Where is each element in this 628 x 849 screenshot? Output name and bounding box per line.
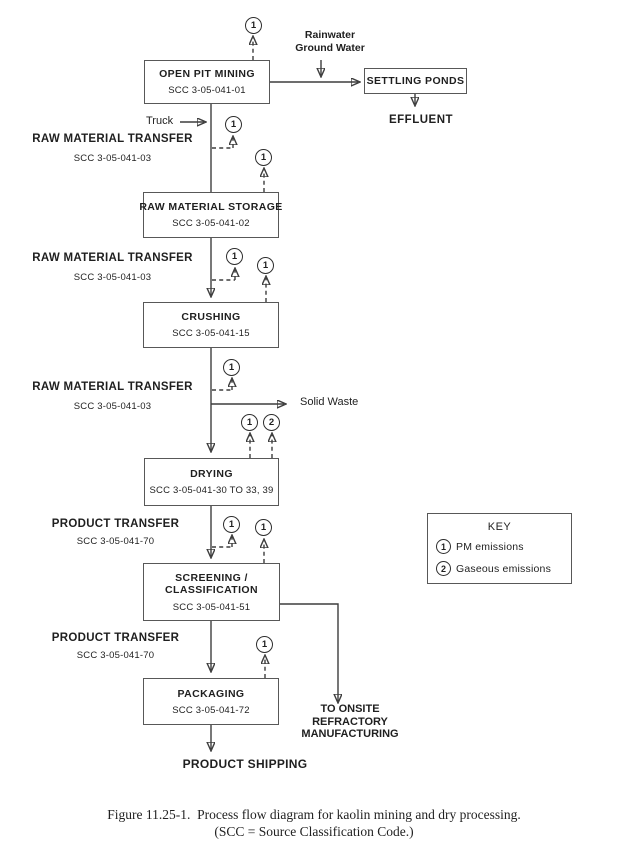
solid-waste-label: Solid Waste	[300, 396, 359, 408]
box-title-line1: SCREENING /	[175, 571, 248, 584]
pm-marker-transfer-4: 1	[223, 516, 240, 533]
key-item-label: Gaseous emissions	[456, 562, 552, 575]
box-title: OPEN PIT MINING	[159, 68, 255, 80]
effluent-label: EFFLUENT	[388, 114, 454, 126]
box-scc: SCC 3-05-041-51	[172, 601, 251, 613]
box-title: RAW MATERIAL STORAGE	[139, 201, 283, 213]
label-title: RAW MATERIAL TRANSFER	[32, 133, 193, 145]
key-item-gaseous	[428, 561, 571, 576]
pm-marker-transfer-1: 1	[225, 116, 242, 133]
key-legend	[427, 513, 572, 584]
pm-marker-packaging: 1	[256, 636, 273, 653]
box-packaging	[143, 678, 279, 725]
caption-line1: Figure 11.25-1. Process flow diagram for kaolin mining and dry processing.	[107, 807, 521, 822]
refractory-line3: MANUFACTURING	[301, 728, 399, 740]
figure-caption	[0, 806, 628, 840]
rainwater-line2: Ground Water	[295, 42, 365, 54]
box-title: PACKAGING	[177, 687, 245, 700]
rainwater-line1: Rainwater	[304, 29, 356, 41]
label-product-transfer-1	[38, 518, 193, 547]
label-raw-material-transfer-1	[20, 133, 205, 164]
box-scc: SCC 3-05-041-30 TO 33, 39	[149, 485, 274, 496]
refractory-label	[295, 703, 405, 741]
label-product-transfer-2	[38, 632, 193, 661]
box-drying	[144, 458, 279, 506]
box-title: CRUSHING	[181, 311, 241, 323]
gaseous-marker-drying: 2	[263, 414, 280, 431]
box-scc: SCC 3-05-041-02	[172, 218, 250, 229]
key-title: KEY	[487, 521, 512, 533]
product-shipping-label: PRODUCT SHIPPING	[182, 757, 308, 771]
refractory-line2: REFRACTORY	[312, 715, 388, 728]
pm-marker-drying: 1	[241, 414, 258, 431]
label-title: RAW MATERIAL TRANSFER	[32, 252, 193, 264]
box-raw-material-storage	[139, 192, 283, 238]
pm-marker-storage: 1	[255, 149, 272, 166]
pm-marker-crushing: 1	[257, 257, 274, 274]
box-scc: SCC 3-05-041-15	[172, 328, 250, 339]
key-item-pm	[428, 539, 571, 554]
box-settling-ponds	[364, 68, 467, 94]
pm-marker-open-pit: 1	[245, 17, 262, 34]
refractory-line1: TO ONSITE	[320, 703, 380, 715]
caption-line2: (SCC = Source Classification Code.)	[214, 824, 414, 839]
box-crushing	[143, 302, 279, 348]
label-title: RAW MATERIAL TRANSFER	[32, 381, 193, 393]
label-scc: SCC 3-05-041-03	[73, 272, 152, 283]
label-scc: SCC 3-05-041-03	[73, 401, 152, 412]
key-item-label: PM emissions	[456, 540, 524, 553]
label-scc: SCC 3-05-041-70	[76, 650, 155, 661]
box-scc: SCC 3-05-041-72	[172, 704, 250, 716]
label-raw-material-transfer-2	[20, 252, 205, 283]
label-scc: SCC 3-05-041-70	[76, 536, 155, 547]
label-scc: SCC 3-05-041-03	[73, 153, 152, 164]
label-title: PRODUCT TRANSFER	[51, 518, 180, 530]
label-raw-material-transfer-3	[20, 381, 205, 412]
gaseous-marker-icon: 2	[436, 561, 451, 576]
box-title	[165, 572, 258, 596]
pm-marker-screening: 1	[255, 519, 272, 536]
truck-label: Truck	[146, 115, 174, 127]
box-title: SETTLING PONDS	[366, 75, 465, 87]
pm-marker-transfer-2: 1	[226, 248, 243, 265]
pm-marker-icon: 1	[436, 539, 451, 554]
pm-marker-transfer-3: 1	[223, 359, 240, 376]
refractory-arrow	[279, 604, 338, 701]
box-title-line2: CLASSIFICATION	[165, 583, 258, 596]
box-open-pit-mining	[144, 60, 270, 104]
label-title: PRODUCT TRANSFER	[51, 632, 180, 644]
box-title: DRYING	[190, 468, 233, 480]
rainwater-label	[285, 29, 375, 55]
box-scc: SCC 3-05-041-01	[168, 85, 246, 96]
box-screening-classification	[143, 563, 280, 621]
